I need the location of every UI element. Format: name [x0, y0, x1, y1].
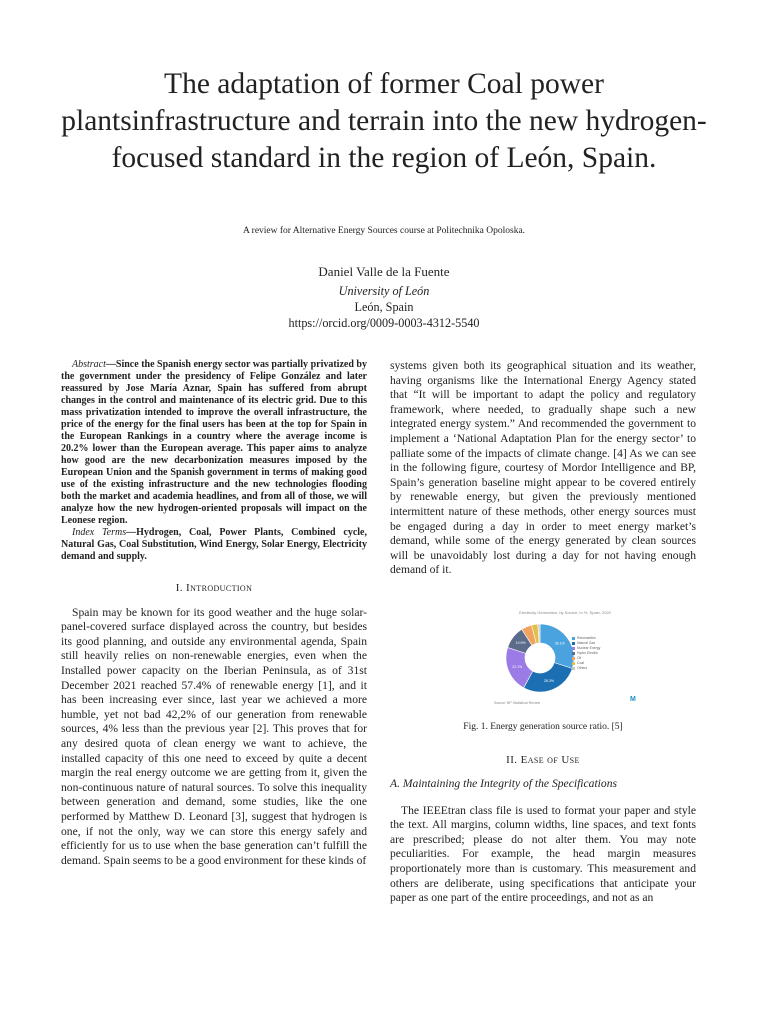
chart-legend [572, 636, 600, 671]
abstract-lead: Abstract [72, 359, 106, 370]
legend-label: Hydro Electric [577, 650, 599, 655]
paper-title: The adaptation of former Coal power plantsinfrastructure and terrain into the new hydrogen-focused standard in the region of León, Spain. [61, 68, 707, 174]
legend-label: Others [577, 665, 588, 670]
author-name: Daniel Valle de la Fuente [318, 264, 450, 279]
paper-subtitle: A review for Alternative Energy Sources course at Politechnika Opoloska. [242, 226, 526, 236]
legend-label: Coal [577, 660, 584, 665]
abstract-text: —Since the Spanish energy sector was partially privatized by the government under the presidency of Felipe González and later reassured by Jose María Aznar, Spain has suffered from abrupt changes in the control and maintenance of its electric grid. Due to this mass privatization intended to improve the overall infrastructure, the price of the energy for the final users has been at the top for Spain in the European Rankings in a country where the average income is 20.2% lower than the European average. This paper aims to analyze how good are the new decarbonization measures imposed by the European Union and the Spanish government in terms of making good use of the existing infrastructure and the new technologies flooding both the market and academia headlines, and from all of those, we will analyze how the new hydrogen-oriented proposals will impact on the Leonese region. [61, 359, 367, 526]
author-affiliation: University of León [338, 284, 430, 298]
legend-swatch [572, 647, 575, 650]
subsection-heading: A. Maintaining the Integrity of the Specifications [390, 777, 618, 791]
legend-swatch [572, 642, 575, 645]
section-heading-ease-of-use: II. Ease of Use [506, 753, 580, 766]
index-terms [61, 527, 367, 563]
chart-source: Source: BP Statistical Review [494, 700, 541, 705]
right-paragraph-2: The IEEEtran class file is used to format your paper and style the text. All margins, column widths, line spaces, and text fonts are prescribed; please do not alter them. You may note peculiarities. For example, the head margin measures proportionately more than is customary. This measurement and others are deliberate, using specifications that anticipate your paper as one part of the entire proceedings, and not as an [390, 803, 696, 905]
chart-title: Electricity Generation, by Source, in %, Spain, 2020 [519, 609, 611, 615]
legend-item [572, 666, 600, 671]
pie-slice-natural-gas [524, 663, 573, 692]
legend-swatch [572, 662, 575, 665]
author-orcid[interactable]: https://orcid.org/0009-0003-4312-5540 [288, 316, 480, 330]
legend-label: Nuclear Energy [577, 645, 601, 650]
figure-caption: Fig. 1. Energy generation source ratio. [5] [463, 721, 623, 732]
right-column [390, 359, 696, 906]
legend-swatch [572, 667, 575, 670]
legend-swatch [572, 652, 575, 655]
pie-chart-panel [490, 602, 640, 712]
legend-label: Oil [577, 655, 582, 660]
section-heading-introduction: I. Introduction [175, 582, 253, 594]
legend-swatch [572, 657, 575, 660]
legend-swatch [572, 637, 575, 640]
author-block [160, 264, 608, 331]
figure-1 [390, 602, 696, 712]
index-terms-lead: Index Terms [72, 527, 127, 538]
pie-data-label: 28.3% [544, 678, 554, 683]
left-column [61, 359, 367, 868]
pie-data-label: 30.1% [554, 641, 565, 646]
pie-data-label: 22.1% [512, 664, 523, 669]
right-paragraph-1: systems given both its geographical situation and its weather, having organisms like the International Energy Agency stated that “It will be important to adapt the policy and regulatory framework, where needed, to gradually shape such a new integrated energy system.” And recommended the government to implement a ‘National Adaptation Plan for the energy sector’ to palliate some of the impacts of climate change. [4] As we can see in the following figure, courtesy of Mordor Intelligence and BP, Spain’s generation baseline might appear to be covered entirely by renewable energy, but given the previously mentioned intermittent nature of these methods, other energy sources must be engaged during a day in order to meet energy market’s demand, while some of the energy generated by clean sources will be unavoidably lost during a day for not having enough demand of it. [390, 359, 696, 577]
author-location: León, Spain [354, 300, 414, 314]
legend-label: Natural Gas [577, 640, 596, 645]
index-terms-text: —Hydrogen, Coal, Power Plants, Combined cycle, Natural Gas, Coal Substitution, Wind Energy, Solar Energy, Electricity demand and supply. [61, 527, 367, 562]
pie-data-label: 10.9% [515, 640, 526, 645]
legend-label: Renewables [577, 635, 596, 640]
intro-paragraph: Spain may be known for its good weather and the huge solar-panel-covered surface displayed across the country, but besides its good planning, and outside any environmental agenda, Spain still heavily relies on non-renewable energies, even when the Installed power capacity on the Iberian Peninsula, as of 31st December 2021 reached 57.4% of renewable energy [1], and it has been increasing ever since, last year we achieved a more humble, yet not bad 42,2% of our generation from renewable sources, 4% less than the previous year [2]. This proves that for any desired quota of clean energy we want to achieve, the installed capacity of this one need to exceed by quite a decent margin the real energy outcome we are getting from it, given the non-continuous nature of natural sources. To solve this inequality between generation and demand, some studies, like the one performed by Matthew D. Leonard [3], suggest that hydrogen is one, if not the only, way we can store this energy safely and efficiently for us to use when the base generation can’t fulfill the demand. Spain seems to be a good environment for these kinds of [61, 605, 367, 867]
mordor-logo: M [630, 695, 636, 703]
pie-slice-renewables [540, 624, 574, 669]
abstract [61, 359, 367, 527]
